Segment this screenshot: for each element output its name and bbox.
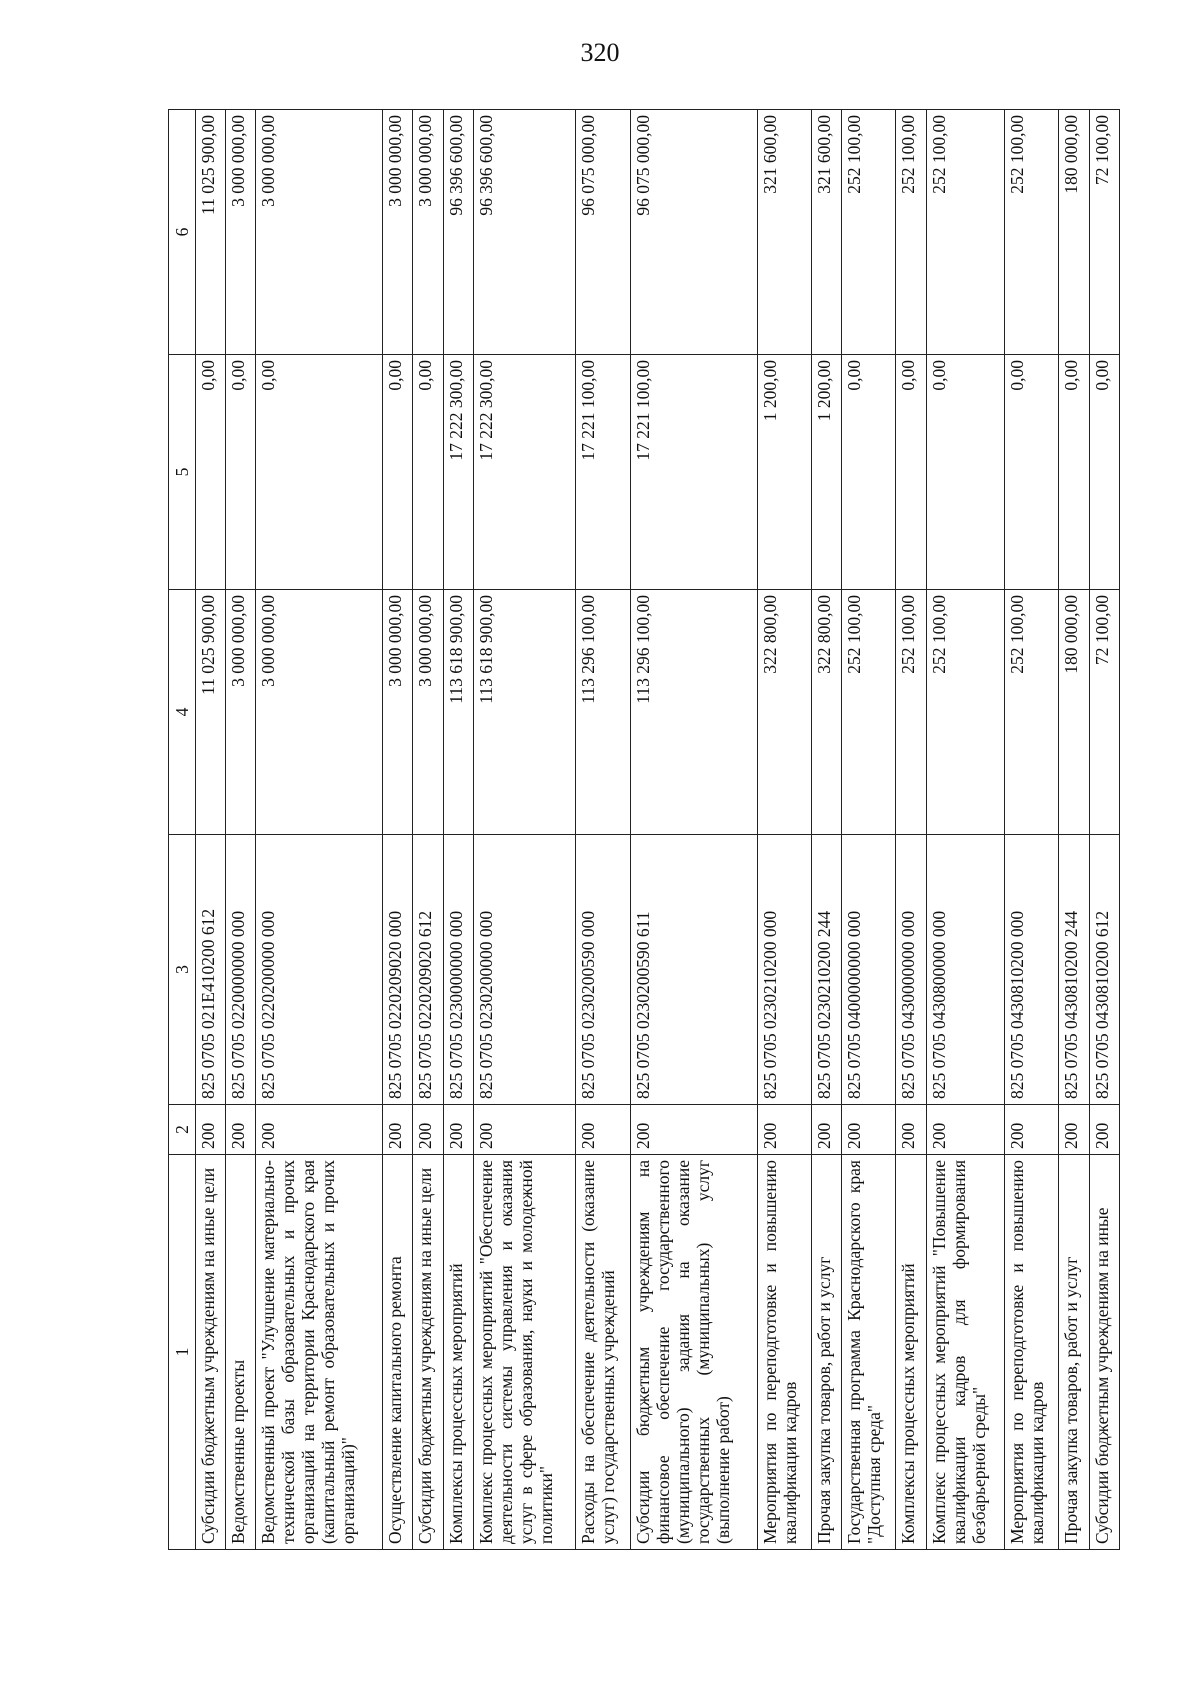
row-amount-5: 0,00 — [226, 355, 256, 590]
row-code-2: 200 — [896, 1105, 926, 1155]
row-name: Прочая закупка товаров, работ и услуг — [1059, 1155, 1089, 1550]
page-number: 320 — [580, 38, 620, 67]
row-amount-4: 252 100,00 — [1005, 590, 1059, 835]
row-amount-6: 11 025 900,00 — [196, 110, 226, 355]
row-classification-code: 825 0705 0230000000 000 — [443, 835, 473, 1105]
row-name: Субсидии бюджетным учреждениям на иные — [1089, 1155, 1119, 1550]
row-amount-5: 0,00 — [1059, 355, 1089, 590]
row-name: Комплекс процессных мероприятий "Обеспечение деятельности системы управления и оказания услуг в сфере образования, науки и молодежной политики" — [473, 1155, 576, 1550]
row-amount-6: 252 100,00 — [926, 110, 1005, 355]
row-amount-5: 0,00 — [413, 355, 443, 590]
row-name: Расходы на обеспечение деятельности (оказание услуг) государственных учреждений — [576, 1155, 630, 1550]
row-amount-6: 3 000 000,00 — [256, 110, 383, 355]
row-amount-4: 72 100,00 — [1089, 590, 1119, 835]
row-classification-code: 825 0705 0220209020 612 — [413, 835, 443, 1105]
table-row — [413, 110, 443, 1550]
row-code-2: 200 — [196, 1105, 226, 1155]
row-code-2: 200 — [576, 1105, 630, 1155]
row-amount-6: 96 396 600,00 — [473, 110, 576, 355]
row-classification-code: 825 0705 0430000000 000 — [896, 835, 926, 1105]
row-classification-code: 825 0705 0230200590 000 — [576, 835, 630, 1105]
row-amount-5: 0,00 — [1005, 355, 1059, 590]
row-name: Субсидии бюджетным учреждениям на иные цели — [413, 1155, 443, 1550]
row-amount-4: 3 000 000,00 — [226, 590, 256, 835]
row-amount-6: 3 000 000,00 — [226, 110, 256, 355]
header-cell: 3 — [169, 835, 196, 1105]
row-amount-5: 1 200,00 — [757, 355, 811, 590]
row-name: Ведомственные проекты — [226, 1155, 256, 1550]
table-row — [926, 110, 1005, 1550]
row-amount-6: 96 075 000,00 — [576, 110, 630, 355]
row-code-2: 200 — [226, 1105, 256, 1155]
row-code-2: 200 — [1059, 1105, 1089, 1155]
table-row — [473, 110, 576, 1550]
row-code-2: 200 — [926, 1105, 1005, 1155]
row-amount-4: 252 100,00 — [926, 590, 1005, 835]
row-amount-5: 0,00 — [842, 355, 896, 590]
row-amount-4: 11 025 900,00 — [196, 590, 226, 835]
row-code-2: 200 — [443, 1105, 473, 1155]
row-amount-4: 322 800,00 — [811, 590, 841, 835]
row-classification-code: 825 0705 0230200000 000 — [473, 835, 576, 1105]
row-amount-4: 113 618 900,00 — [443, 590, 473, 835]
row-name: Субсидии бюджетным учреждениям на иные цели — [196, 1155, 226, 1550]
row-name: Мероприятия по переподготовке и повышению квалификации кадров — [1005, 1155, 1059, 1550]
row-amount-4: 252 100,00 — [896, 590, 926, 835]
row-code-2: 200 — [1089, 1105, 1119, 1155]
table-row — [256, 110, 383, 1550]
row-amount-4: 113 618 900,00 — [473, 590, 576, 835]
row-name: Комплексы процессных мероприятий — [443, 1155, 473, 1550]
table-row — [757, 110, 811, 1550]
row-amount-5: 0,00 — [896, 355, 926, 590]
row-amount-5: 1 200,00 — [811, 355, 841, 590]
row-amount-6: 72 100,00 — [1089, 110, 1119, 355]
table-row — [1005, 110, 1059, 1550]
table-row — [383, 110, 413, 1550]
row-amount-5: 17 222 300,00 — [473, 355, 576, 590]
row-classification-code: 825 0705 0230200590 611 — [630, 835, 757, 1105]
budget-table — [168, 109, 1120, 1550]
row-amount-4: 3 000 000,00 — [256, 590, 383, 835]
row-amount-5: 0,00 — [256, 355, 383, 590]
row-name: Государственная программа Краснодарского края "Доступная среда" — [842, 1155, 896, 1550]
header-cell: 4 — [169, 590, 196, 835]
row-name: Мероприятия по переподготовке и повышению квалификации кадров — [757, 1155, 811, 1550]
row-amount-6: 96 396 600,00 — [443, 110, 473, 355]
row-code-2: 200 — [413, 1105, 443, 1155]
row-name: Субсидии бюджетным учреждениям на финансовое обеспечение государственного (муниципального) задания на оказание государственных (муниципальных) услуг (выполнение работ) — [630, 1155, 757, 1550]
row-amount-4: 113 296 100,00 — [576, 590, 630, 835]
table-row — [1059, 110, 1089, 1550]
table-row — [443, 110, 473, 1550]
row-amount-5: 0,00 — [926, 355, 1005, 590]
table-row — [226, 110, 256, 1550]
row-amount-6: 252 100,00 — [1005, 110, 1059, 355]
table-row — [811, 110, 841, 1550]
row-amount-6: 321 600,00 — [757, 110, 811, 355]
row-amount-4: 322 800,00 — [757, 590, 811, 835]
row-name: Прочая закупка товаров, работ и услуг — [811, 1155, 841, 1550]
row-classification-code: 825 0705 0230210200 000 — [757, 835, 811, 1105]
row-amount-6: 252 100,00 — [896, 110, 926, 355]
header-cell: 2 — [169, 1105, 196, 1155]
row-code-2: 200 — [256, 1105, 383, 1155]
header-cell: 5 — [169, 355, 196, 590]
row-amount-4: 3 000 000,00 — [383, 590, 413, 835]
row-classification-code: 825 0705 0220000000 000 — [226, 835, 256, 1105]
row-amount-4: 3 000 000,00 — [413, 590, 443, 835]
header-row — [169, 110, 196, 1550]
row-amount-6: 321 600,00 — [811, 110, 841, 355]
row-amount-5: 0,00 — [196, 355, 226, 590]
row-name: Комплекс процессных мероприятий "Повышение квалификации кадров для формирования безбарьерной среды" — [926, 1155, 1005, 1550]
row-amount-6: 96 075 000,00 — [630, 110, 757, 355]
table-row — [576, 110, 630, 1550]
table-row — [630, 110, 757, 1550]
row-amount-4: 113 296 100,00 — [630, 590, 757, 835]
row-classification-code: 825 0705 0220209020 000 — [383, 835, 413, 1105]
row-code-2: 200 — [757, 1105, 811, 1155]
table-row — [896, 110, 926, 1550]
row-amount-6: 3 000 000,00 — [413, 110, 443, 355]
row-amount-5: 17 221 100,00 — [576, 355, 630, 590]
table-row — [842, 110, 896, 1550]
row-classification-code: 825 0705 0220200000 000 — [256, 835, 383, 1105]
rotated-table-container — [168, 110, 1120, 1550]
row-name: Ведомственный проект "Улучшение материально-технической базы образовательных и прочих организаций на территории Краснодарского края (капитальный ремонт образовательных и прочих организаций)" — [256, 1155, 383, 1550]
row-amount-5: 17 221 100,00 — [630, 355, 757, 590]
row-code-2: 200 — [1005, 1105, 1059, 1155]
row-classification-code: 825 0705 0400000000 000 — [842, 835, 896, 1105]
row-amount-6: 180 000,00 — [1059, 110, 1089, 355]
header-cell: 1 — [169, 1155, 196, 1550]
row-classification-code: 825 0705 0430810200 244 — [1059, 835, 1089, 1105]
row-code-2: 200 — [383, 1105, 413, 1155]
header-cell: 6 — [169, 110, 196, 355]
table-row — [196, 110, 226, 1550]
row-code-2: 200 — [842, 1105, 896, 1155]
row-classification-code: 825 0705 021Е410200 612 — [196, 835, 226, 1105]
row-classification-code: 825 0705 0430800000 000 — [926, 835, 1005, 1105]
row-amount-5: 0,00 — [1089, 355, 1119, 590]
row-amount-6: 3 000 000,00 — [383, 110, 413, 355]
row-name: Осуществление капитального ремонта — [383, 1155, 413, 1550]
table-row — [1089, 110, 1119, 1550]
row-classification-code: 825 0705 0430810200 000 — [1005, 835, 1059, 1105]
row-code-2: 200 — [473, 1105, 576, 1155]
row-amount-6: 252 100,00 — [842, 110, 896, 355]
row-amount-4: 252 100,00 — [842, 590, 896, 835]
row-amount-4: 180 000,00 — [1059, 590, 1089, 835]
row-code-2: 200 — [811, 1105, 841, 1155]
row-classification-code: 825 0705 0230210200 244 — [811, 835, 841, 1105]
row-amount-5: 0,00 — [383, 355, 413, 590]
row-classification-code: 825 0705 0430810200 612 — [1089, 835, 1119, 1105]
row-code-2: 200 — [630, 1105, 757, 1155]
row-name: Комплексы процессных мероприятий — [896, 1155, 926, 1550]
row-amount-5: 17 222 300,00 — [443, 355, 473, 590]
